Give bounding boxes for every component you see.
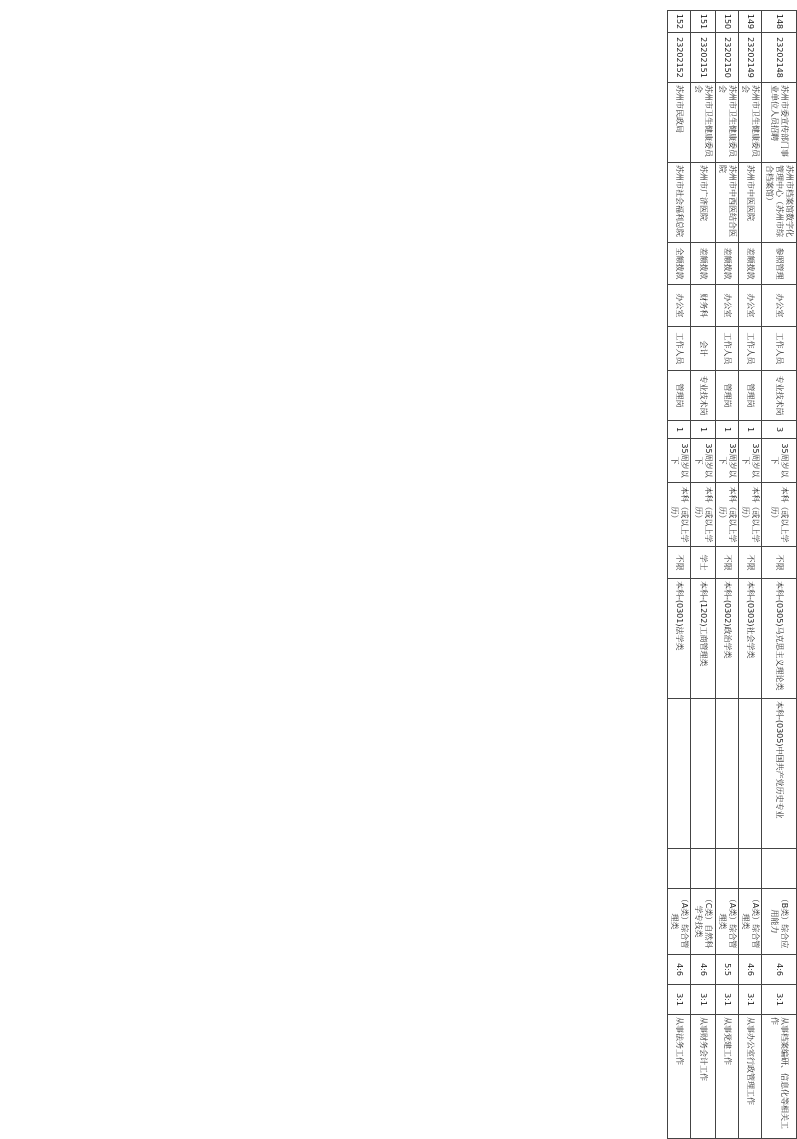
cell-degree: 学士: [691, 547, 716, 579]
cell-dept: 苏州市委宣传部门事业单位人员招聘: [762, 83, 797, 163]
cell-exam: [668, 849, 691, 889]
cell-note: 从事法务工作: [668, 1015, 691, 1139]
cell-test: （C类）自然科学专技类: [691, 889, 716, 955]
cell-dept: 苏州市民政局: [668, 83, 691, 163]
cell-num: 1: [668, 421, 691, 439]
cell-test: （B类）综合应用能力: [762, 889, 797, 955]
cell-num: 3: [762, 421, 797, 439]
cell-cat: 办公室: [668, 285, 691, 327]
rotated-sheet: [130, 10, 797, 1129]
cell-other: [691, 699, 716, 849]
cell-major: 本科-(0302)政治学类: [716, 579, 739, 699]
cell-grade: 专业技术岗: [762, 371, 797, 421]
cell-edu: 本科（或以上学历）: [739, 483, 762, 547]
cell-post: 会计: [691, 327, 716, 371]
cell-type: 参照管理: [762, 243, 797, 285]
cell-num: 1: [716, 421, 739, 439]
cell-other: [668, 699, 691, 849]
cell-post: 工作人员: [739, 327, 762, 371]
table-row: [762, 11, 797, 1139]
cell-unit: 苏州市广济医院: [691, 163, 716, 243]
cell-cat: 办公室: [762, 285, 797, 327]
cell-other: 本科-(0305)中国共产党历史专业: [762, 699, 797, 849]
cell-no: 152: [668, 11, 691, 33]
cell-unit: 苏州市中西医结合医院: [716, 163, 739, 243]
cell-degree: 不限: [716, 547, 739, 579]
cell-ratio: 4:6: [762, 955, 797, 985]
cell-grade: 专业技术岗: [691, 371, 716, 421]
cell-ratio: 5:5: [716, 955, 739, 985]
cell-code: 23202150: [716, 33, 739, 83]
cell-no: 148: [762, 11, 797, 33]
cell-code: 23202149: [739, 33, 762, 83]
cell-test: （A类）综合管理类: [668, 889, 691, 955]
table-row: [691, 11, 716, 1139]
cell-exam: [762, 849, 797, 889]
cell-code: 23202152: [668, 33, 691, 83]
cell-age: 35周岁以下: [762, 439, 797, 483]
cell-type: 差额拨款: [716, 243, 739, 285]
cell-unit: 苏州市中医医院: [739, 163, 762, 243]
cell-other: [739, 699, 762, 849]
cell-code: 23202148: [762, 33, 797, 83]
cell-dept: 苏州市卫生健康委员会: [691, 83, 716, 163]
cell-edu: 本科（或以上学历）: [762, 483, 797, 547]
cell-cat: 办公室: [716, 285, 739, 327]
cell-num: 1: [739, 421, 762, 439]
cell-note: 从事财务会计工作: [691, 1015, 716, 1139]
cell-bonus: 3:1: [668, 985, 691, 1015]
cell-degree: 不限: [668, 547, 691, 579]
cell-post: 工作人员: [716, 327, 739, 371]
cell-grade: 管理岗: [668, 371, 691, 421]
cell-age: 35周岁以下: [739, 439, 762, 483]
cell-type: 差额拨款: [739, 243, 762, 285]
cell-bonus: 3:1: [739, 985, 762, 1015]
cell-degree: 不限: [739, 547, 762, 579]
cell-note: 从事党建工作: [716, 1015, 739, 1139]
table-row: [668, 11, 691, 1139]
cell-cat: 办公室: [739, 285, 762, 327]
cell-cat: 财务科: [691, 285, 716, 327]
cell-dept: 苏州市卫生健康委员会: [739, 83, 762, 163]
cell-unit: 苏州市社会福利总院: [668, 163, 691, 243]
cell-other: [716, 699, 739, 849]
cell-major: 本科-(0301)法学类: [668, 579, 691, 699]
cell-grade: 管理岗: [716, 371, 739, 421]
cell-num: 1: [691, 421, 716, 439]
cell-test: （A类）综合管理类: [716, 889, 739, 955]
cell-post: 工作人员: [668, 327, 691, 371]
cell-dept: 苏州市卫生健康委员会: [716, 83, 739, 163]
cell-age: 35周岁以下: [716, 439, 739, 483]
cell-bonus: 3:1: [691, 985, 716, 1015]
cell-degree: 不限: [762, 547, 797, 579]
cell-major: 本科-(0305)马克思主义理论类: [762, 579, 797, 699]
cell-grade: 管理岗: [739, 371, 762, 421]
cell-edu: 本科（或以上学历）: [668, 483, 691, 547]
cell-no: 150: [716, 11, 739, 33]
recruitment-table: [667, 10, 797, 1139]
cell-edu: 本科（或以上学历）: [716, 483, 739, 547]
cell-code: 23202151: [691, 33, 716, 83]
cell-edu: 本科（或以上学历）: [691, 483, 716, 547]
cell-ratio: 4:6: [668, 955, 691, 985]
cell-note: 从事档案编研、信息化等相关工作: [762, 1015, 797, 1139]
cell-age: 35周岁以下: [668, 439, 691, 483]
cell-ratio: 4:6: [691, 955, 716, 985]
cell-major: 本科-(0303)社会学类: [739, 579, 762, 699]
cell-ratio: 4:6: [739, 955, 762, 985]
cell-no: 151: [691, 11, 716, 33]
cell-type: 差额拨款: [691, 243, 716, 285]
cell-unit: 苏州市档案馆数字化管理中心（苏州市综合档案馆）: [762, 163, 797, 243]
cell-note: 从事办公室行政管理工作: [739, 1015, 762, 1139]
cell-test: （A类）综合管理类: [739, 889, 762, 955]
cell-exam: [691, 849, 716, 889]
cell-no: 149: [739, 11, 762, 33]
table-row: [739, 11, 762, 1139]
cell-bonus: 3:1: [762, 985, 797, 1015]
cell-age: 35周岁以下: [691, 439, 716, 483]
cell-type: 全额拨款: [668, 243, 691, 285]
table-row: [716, 11, 739, 1139]
cell-post: 工作人员: [762, 327, 797, 371]
cell-major: 本科-(1202)工商管理类: [691, 579, 716, 699]
cell-bonus: 3:1: [716, 985, 739, 1015]
cell-exam: [716, 849, 739, 889]
cell-exam: [739, 849, 762, 889]
